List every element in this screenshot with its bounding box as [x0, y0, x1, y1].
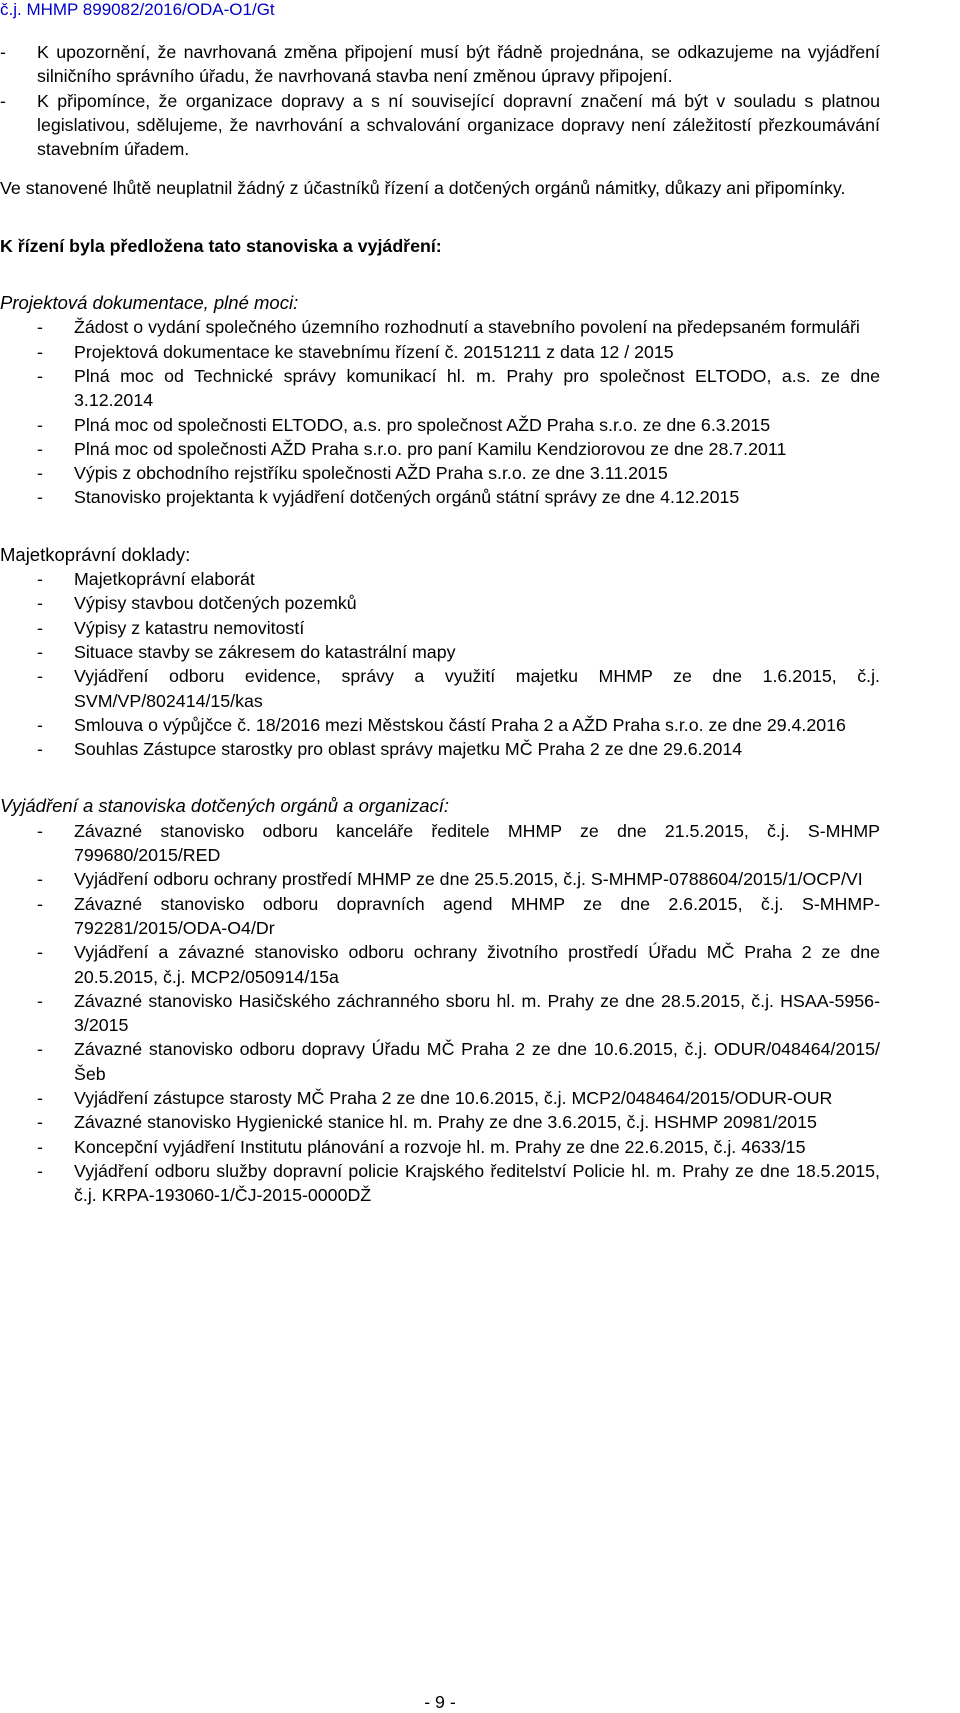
list-item: - Vyjádření zástupce starosty MČ Praha 2 ze dne 10.6.2015, č.j. MCP2/048464/2015/ODUR-OUR	[37, 1087, 833, 1108]
list-item: - Plná moc od společnosti ELTODO, a.s. pro společnost AŽD Praha s.r.o. ze dne 6.3.2015	[37, 414, 771, 435]
list-item-text: Koncepční vyjádření Institutu plánování a rozvoje hl. m. Prahy ze dne 22.6.2015, č.j. 4633/15	[74, 1136, 806, 1157]
list-item: - K upozornění, že navrhovaná změna připojení musí být řádně projednána, se odkazujeme na vyjádření silničního správního úřadu, že navrhovaná stavba není změnou úpravy připojení.	[0, 42, 880, 87]
list-item: - Souhlas Zástupce starostky pro oblast správy majetku MČ Praha 2 ze dne 29.6.2014	[37, 739, 743, 760]
list-item: - Závazné stanovisko odboru kanceláře ředitele MHMP ze dne 21.5.2015, č.j. S-MHMP 799680/2015/RED	[37, 820, 880, 866]
subsection-title-property: Majetkoprávní doklady:	[0, 543, 191, 565]
list-item: - Závazné stanovisko odboru dopravních agend MHMP ze dne 2.6.2015, č.j. S-MHMP-792281/2015/ODA-O4/Dr	[37, 893, 880, 938]
list-item: - K připomínce, že organizace dopravy a s ní související dopravní značení má být v souladu s platnou legislativou, sdělujeme, že navrhování a schvalování organizace dopravy není záležitostí přezkoumávání stavebním úřadem.	[0, 90, 880, 160]
list-item-text: Závazné stanovisko odboru dopravy Úřadu MČ Praha 2 ze dne 10.6.2015, č.j. ODUR/048464/2015/Šeb	[74, 1039, 880, 1084]
list-item-text: Žádost o vydání společného územního rozhodnutí a stavebního povolení na předepsaném formuláři	[74, 317, 860, 338]
list-item-text: Plná moc od společnosti AŽD Praha s.r.o. pro paní Kamilu Kendziorovou ze dne 28.7.2011	[74, 438, 787, 459]
document-reference: č.j. MHMP 899082/2016/ODA-O1/Gt	[0, 0, 275, 19]
list-item: - Vyjádření a závazné stanovisko odboru ochrany životního prostředí Úřadu MČ Praha 2 ze dne 20.5.2015, č.j. MCP2/050914/15a	[37, 942, 880, 987]
list-item-text: K připomínce, že organizace dopravy a s ní související dopravní značení má být v souladu s platnou legislativou, sdělujeme, že navrhování a schvalování organizace dopravy není záležitostí přezkoumávání stavebním úřadem.	[37, 90, 880, 160]
list-item-text: Vyjádření odboru evidence, správy a využití majetku MHMP ze dne 1.6.2015, č.j. SVM/VP/802414/15/kas	[74, 666, 880, 711]
list-item-text: Vyjádření odboru ochrany prostředí MHMP ze dne 25.5.2015, č.j. S-MHMP-0788604/2015/1/OCP/VI	[74, 869, 863, 890]
list-item-text: Vyjádření a závazné stanovisko odboru ochrany životního prostředí Úřadu MČ Praha 2 ze dne 20.5.2015, č.j. MCP2/050914/15a	[74, 942, 880, 987]
list-item-text: Vyjádření zástupce starosty MČ Praha 2 ze dne 10.6.2015, č.j. MCP2/048464/2015/ODUR-OUR	[74, 1087, 833, 1108]
documentation-list	[37, 315, 880, 509]
list-item: - Projektová dokumentace ke stavebnímu řízení č. 20151211 z data 12 / 2015	[37, 341, 674, 362]
deadline-paragraph: Ve stanovené lhůtě neuplatnil žádný z účastníků řízení a dotčených orgánů námitky, důkazy ani připomínky.	[0, 178, 846, 199]
list-item-text: Vyjádření odboru služby dopravní policie Krajského ředitelství Policie hl. m. Prahy ze dne 18.5.2015, č.j. KRPA-193060-1/ČJ-2015-0000DŽ	[74, 1160, 880, 1206]
list-item: - Výpis z obchodního rejstříku společnosti AŽD Praha s.r.o. ze dne 3.11.2015	[37, 463, 668, 484]
list-item-text: Výpisy stavbou dotčených pozemků	[74, 593, 357, 614]
list-item-text: Závazné stanovisko Hasičského záchranného sboru hl. m. Prahy ze dne 28.5.2015, č.j. HSAA-5956-3/2015	[74, 990, 880, 1036]
list-item-text: Výpisy z katastru nemovitostí	[74, 617, 305, 638]
list-item: - Koncepční vyjádření Institutu plánování a rozvoje hl. m. Prahy ze dne 22.6.2015, č.j. 4633/15	[37, 1136, 806, 1157]
list-item-text: Majetkoprávní elaborát	[74, 569, 255, 590]
list-item-text: Závazné stanovisko odboru kanceláře ředitele MHMP ze dne 21.5.2015, č.j. S-MHMP 799680/2015/RED	[74, 820, 880, 866]
subsection-title-documentation: Projektová dokumentace, plné moci:	[0, 292, 299, 314]
list-item-text: Plná moc od Technické správy komunikací hl. m. Prahy pro společnost ELTODO, a.s. ze dne 3.12.2014	[74, 365, 880, 411]
list-item: - Plná moc od Technické správy komunikací hl. m. Prahy pro společnost ELTODO, a.s. ze dne 3.12.2014	[37, 365, 880, 411]
statements-list	[37, 819, 880, 1208]
list-item: - Žádost o vydání společného územního rozhodnutí a stavebního povolení na předepsaném formuláři	[37, 317, 860, 338]
list-item: - Majetkoprávní elaborát	[37, 569, 255, 590]
list-item: - Závazné stanovisko Hasičského záchranného sboru hl. m. Prahy ze dne 28.5.2015, č.j. HSAA-5956-3/2015	[37, 990, 880, 1036]
list-item-text: Souhlas Zástupce starostky pro oblast správy majetku MČ Praha 2 ze dne 29.6.2014	[74, 739, 743, 760]
list-item-text: Projektová dokumentace ke stavebnímu řízení č. 20151211 z data 12 / 2015	[74, 341, 674, 362]
list-item: - Vyjádření odboru evidence, správy a využití majetku MHMP ze dne 1.6.2015, č.j. SVM/VP/802414/15/kas	[37, 666, 880, 711]
list-item-text: Plná moc od společnosti ELTODO, a.s. pro společnost AŽD Praha s.r.o. ze dne 6.3.2015	[74, 414, 771, 435]
list-item: - Situace stavby se zákresem do katastrální mapy	[37, 641, 456, 662]
list-item: - Závazné stanovisko odboru dopravy Úřadu MČ Praha 2 ze dne 10.6.2015, č.j. ODUR/048464/2015/Šeb	[37, 1039, 880, 1084]
section-heading: K řízení byla předložena tato stanoviska a vyjádření:	[0, 235, 442, 256]
list-item: - Stanovisko projektanta k vyjádření dotčených orgánů státní správy ze dne 4.12.2015	[37, 487, 740, 508]
list-item-text: Závazné stanovisko odboru dopravních agend MHMP ze dne 2.6.2015, č.j. S-MHMP-792281/2015/ODA-O4/Dr	[74, 893, 880, 938]
list-item-text: K upozornění, že navrhovaná změna připojení musí být řádně projednána, se odkazujeme na vyjádření silničního správního úřadu, že navrhovaná stavba není změnou úpravy připojení.	[37, 42, 880, 87]
list-item: - Závazné stanovisko Hygienické stanice hl. m. Prahy ze dne 3.6.2015, č.j. HSHMP 20981/2015	[37, 1112, 817, 1133]
list-item: - Vyjádření odboru ochrany prostředí MHMP ze dne 25.5.2015, č.j. S-MHMP-0788604/2015/1/OCP/VI	[37, 869, 863, 890]
list-item: - Výpisy z katastru nemovitostí	[37, 617, 305, 638]
list-item-text: Situace stavby se zákresem do katastrální mapy	[74, 641, 456, 662]
subsection-title-statements: Vyjádření a stanoviska dotčených orgánů a organizací:	[0, 795, 450, 817]
list-item-text: Stanovisko projektanta k vyjádření dotčených orgánů státní správy ze dne 4.12.2015	[74, 487, 740, 508]
list-item-text: Závazné stanovisko Hygienické stanice hl. m. Prahy ze dne 3.6.2015, č.j. HSHMP 20981/2015	[74, 1112, 817, 1133]
property-documents-list	[37, 567, 880, 761]
list-item: - Vyjádření odboru služby dopravní policie Krajského ředitelství Policie hl. m. Prahy ze dne 18.5.2015, č.j. KRPA-193060-1/ČJ-2015-0000DŽ	[37, 1160, 880, 1206]
document-body	[0, 40, 880, 1207]
list-item-text: Výpis z obchodního rejstříku společnosti AŽD Praha s.r.o. ze dne 3.11.2015	[74, 463, 668, 484]
intro-list	[0, 40, 880, 161]
list-item-text: Smlouva o výpůjčce č. 18/2016 mezi Městskou částí Praha 2 a AŽD Praha s.r.o. ze dne 29.4.2016	[74, 714, 846, 735]
list-item: - Smlouva o výpůjčce č. 18/2016 mezi Městskou částí Praha 2 a AŽD Praha s.r.o. ze dne 29.4.2016	[37, 714, 846, 735]
list-item: - Plná moc od společnosti AŽD Praha s.r.o. pro paní Kamilu Kendziorovou ze dne 28.7.2011	[37, 438, 787, 459]
list-item: - Výpisy stavbou dotčených pozemků	[37, 593, 357, 614]
page-number: - 9 -	[424, 1692, 456, 1712]
